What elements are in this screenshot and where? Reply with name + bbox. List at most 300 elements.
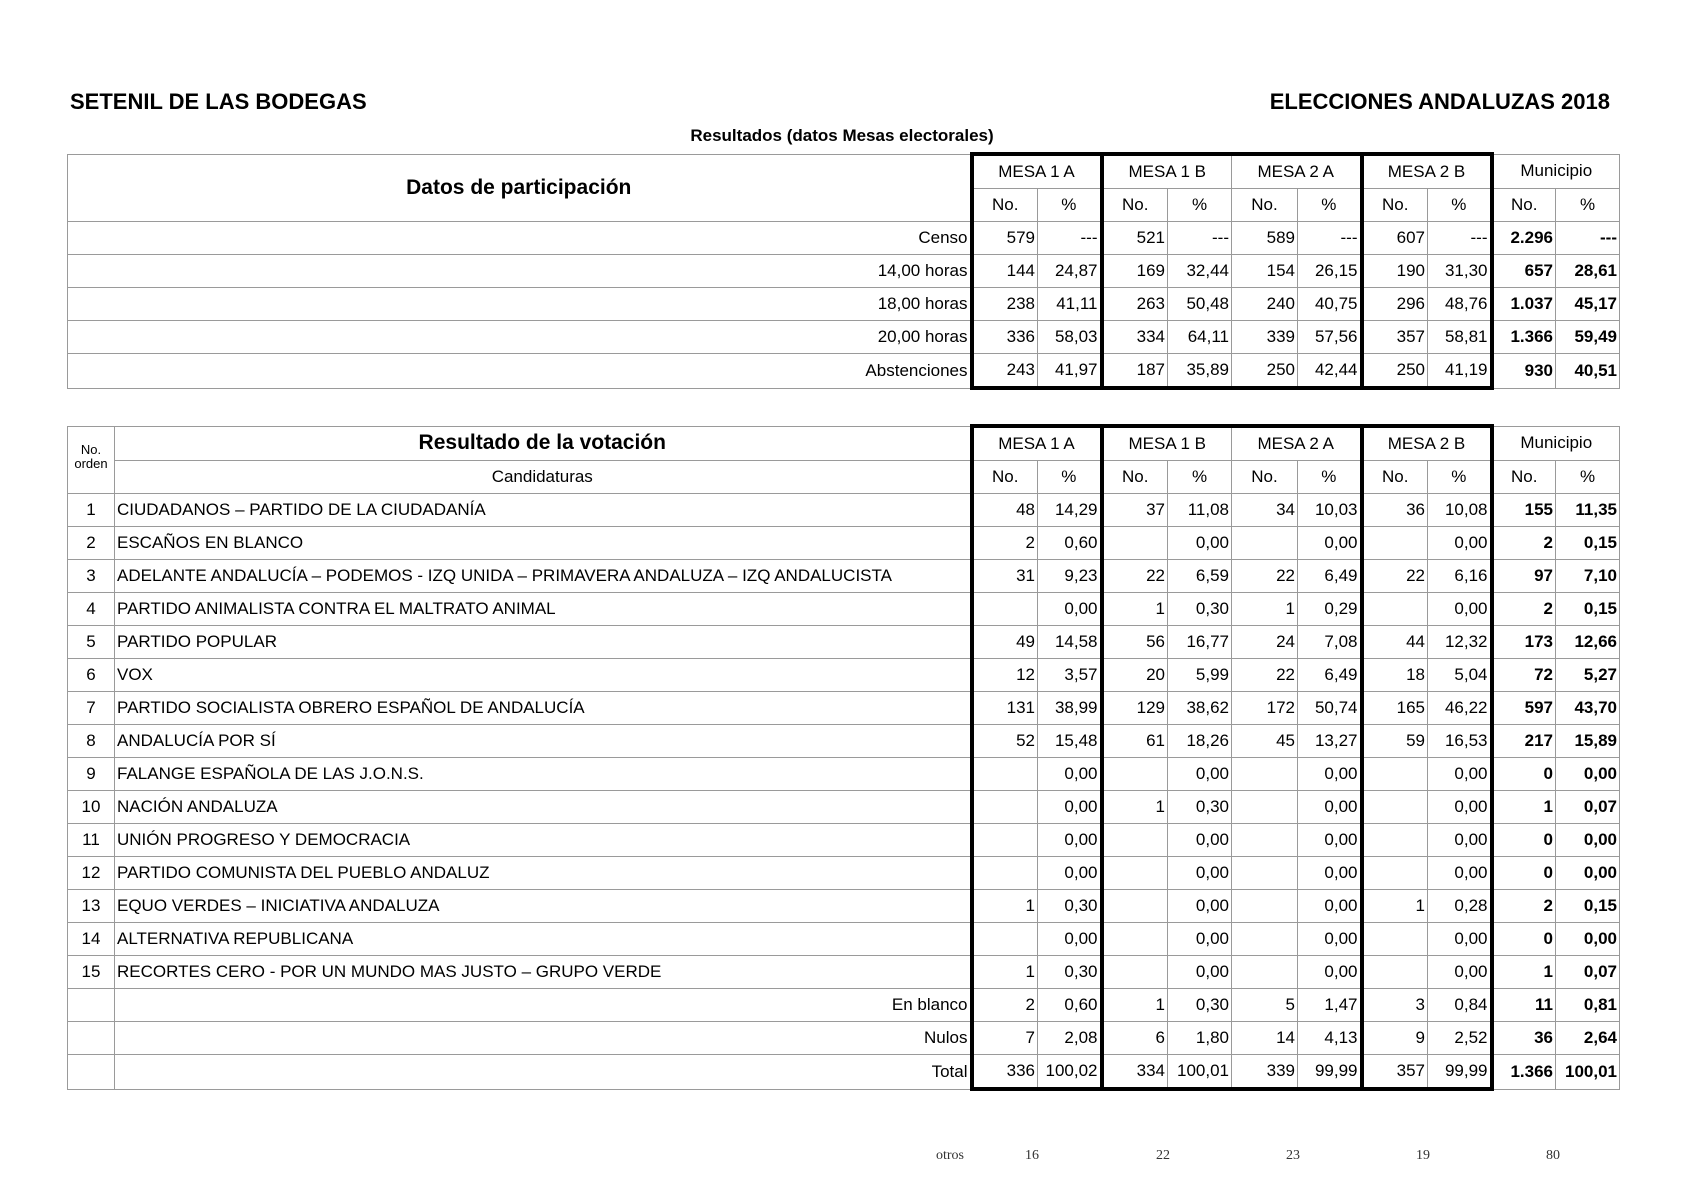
summary-value: 14	[1232, 1022, 1298, 1055]
candidate-value: 48	[972, 494, 1038, 527]
column-pct-header: %	[1038, 189, 1102, 222]
column-pct-header: %	[1556, 461, 1620, 494]
summary-value: 100,01	[1556, 1055, 1620, 1090]
candidate-value: 0,00	[1038, 758, 1102, 791]
participation-value: ---	[1556, 222, 1620, 255]
candidate-value: 0,15	[1556, 890, 1620, 923]
candidate-row	[68, 626, 1620, 659]
candidate-row	[68, 593, 1620, 626]
summary-row	[68, 1055, 1620, 1090]
column-group-mesa-1-a: MESA 1 A	[972, 154, 1102, 189]
summary-value: 5	[1232, 989, 1298, 1022]
candidate-value: 59	[1362, 725, 1428, 758]
summary-value: 0,30	[1168, 989, 1232, 1022]
participation-value: 336	[972, 321, 1038, 354]
candidate-name: PARTIDO ANIMALISTA CONTRA EL MALTRATO ANIMAL	[115, 593, 972, 626]
participation-value: 31,30	[1428, 255, 1492, 288]
candidate-name: EQUO VERDES – INICIATIVA ANDALUZA	[115, 890, 972, 923]
candidate-number: 12	[68, 857, 115, 890]
candidate-number: 13	[68, 890, 115, 923]
results-header-row	[68, 426, 1620, 461]
candidate-value: 0,15	[1556, 527, 1620, 560]
candidate-value: 0,28	[1428, 890, 1492, 923]
participation-value: 657	[1492, 255, 1556, 288]
candidate-value: 5,99	[1168, 659, 1232, 692]
candidate-value	[1102, 956, 1168, 989]
candidate-name: RECORTES CERO - POR UN MUNDO MAS JUSTO – GRUPO VERDE	[115, 956, 972, 989]
candidate-value: 172	[1232, 692, 1298, 725]
candidate-value: 0,30	[1038, 956, 1102, 989]
column-no-header: No.	[1102, 461, 1168, 494]
summary-value: 336	[972, 1055, 1038, 1090]
candidate-value	[1362, 593, 1428, 626]
participation-value: 589	[1232, 222, 1298, 255]
candidate-value	[1102, 758, 1168, 791]
candidate-value: 18	[1362, 659, 1428, 692]
summary-value: 4,13	[1298, 1022, 1362, 1055]
participation-value: 154	[1232, 255, 1298, 288]
candidate-row	[68, 824, 1620, 857]
participation-value: 35,89	[1168, 354, 1232, 389]
participation-value: 24,87	[1038, 255, 1102, 288]
candidate-value: 0,00	[1556, 923, 1620, 956]
candidate-value	[1232, 758, 1298, 791]
candidate-row	[68, 692, 1620, 725]
candidate-value	[972, 593, 1038, 626]
column-no-header: No.	[1492, 461, 1556, 494]
candidate-value: 12	[972, 659, 1038, 692]
candidate-number: 6	[68, 659, 115, 692]
column-no-header: No.	[1362, 461, 1428, 494]
candidate-value: 1	[1362, 890, 1428, 923]
candidate-number: 14	[68, 923, 115, 956]
summary-label: Nulos	[115, 1022, 972, 1055]
participation-value: 579	[972, 222, 1038, 255]
participation-value: 41,97	[1038, 354, 1102, 389]
candidate-value: 0,00	[1298, 890, 1362, 923]
candidate-value: 0,00	[1298, 758, 1362, 791]
column-pct-header: %	[1428, 189, 1492, 222]
results-subtitle: Resultados (datos Mesas electorales)	[690, 126, 994, 145]
candidate-value: 10,08	[1428, 494, 1492, 527]
candidate-value: 97	[1492, 560, 1556, 593]
candidate-value: 0,30	[1168, 593, 1232, 626]
participation-value: 190	[1362, 255, 1428, 288]
participation-value: 357	[1362, 321, 1428, 354]
candidate-value	[972, 791, 1038, 824]
participation-row	[68, 288, 1620, 321]
candidate-value	[1232, 791, 1298, 824]
candidate-value: 37	[1102, 494, 1168, 527]
candidate-name: PARTIDO COMUNISTA DEL PUEBLO ANDALUZ	[115, 857, 972, 890]
candidate-value	[1102, 857, 1168, 890]
candidate-row	[68, 791, 1620, 824]
participation-value: 32,44	[1168, 255, 1232, 288]
participation-row	[68, 222, 1620, 255]
summary-value: 11	[1492, 989, 1556, 1022]
candidate-value: 0,00	[1038, 824, 1102, 857]
candidate-value: 0,30	[1168, 791, 1232, 824]
participation-title: Datos de participación	[68, 154, 972, 222]
summary-value: 2,52	[1428, 1022, 1492, 1055]
column-group-municipio: Municipio	[1492, 154, 1620, 189]
candidate-value: 0,00	[1428, 857, 1492, 890]
column-group-mesa-1-b: MESA 1 B	[1102, 154, 1232, 189]
candidate-name: UNIÓN PROGRESO Y DEMOCRACIA	[115, 824, 972, 857]
candidate-value: 15,89	[1556, 725, 1620, 758]
candidate-value: 1	[1492, 956, 1556, 989]
summary-value: 9	[1362, 1022, 1428, 1055]
results-table	[67, 424, 1620, 1091]
candidate-value: 22	[1102, 560, 1168, 593]
summary-value: 334	[1102, 1055, 1168, 1090]
candidate-value: 0,00	[1168, 758, 1232, 791]
candidate-row	[68, 725, 1620, 758]
column-no-header: No.	[972, 189, 1038, 222]
summary-value: 100,01	[1168, 1055, 1232, 1090]
candidate-value: 0,00	[1428, 956, 1492, 989]
participation-row-label: 18,00 horas	[68, 288, 972, 321]
candidate-number: 7	[68, 692, 115, 725]
no-label: No.	[80, 441, 102, 457]
participation-value: 169	[1102, 255, 1168, 288]
candidate-value	[1232, 857, 1298, 890]
summary-number	[68, 989, 115, 1022]
candidate-value: 0	[1492, 857, 1556, 890]
candidate-value: 0,15	[1556, 593, 1620, 626]
candidate-value	[1102, 890, 1168, 923]
candidate-value: 15,48	[1038, 725, 1102, 758]
candidate-value: 2	[1492, 527, 1556, 560]
column-group-mesa-1-b: MESA 1 B	[1102, 426, 1232, 461]
summary-label: En blanco	[115, 989, 972, 1022]
summary-number	[68, 1055, 115, 1090]
summary-value: 2,08	[1038, 1022, 1102, 1055]
column-no-header: No.	[1102, 189, 1168, 222]
candidate-value: 0,00	[1428, 758, 1492, 791]
column-no-header: No.	[1232, 461, 1298, 494]
candidate-value	[1362, 824, 1428, 857]
column-no-header: No.	[972, 461, 1038, 494]
participation-value: 521	[1102, 222, 1168, 255]
participation-value: 40,51	[1556, 354, 1620, 389]
column-pct-header: %	[1298, 189, 1362, 222]
participation-row-label: 20,00 horas	[68, 321, 972, 354]
candidate-value: 0,00	[1428, 527, 1492, 560]
column-no-header: No.	[1492, 189, 1556, 222]
candidate-value: 22	[1232, 560, 1298, 593]
candidate-value: 34	[1232, 494, 1298, 527]
summary-value: 0,84	[1428, 989, 1492, 1022]
candidate-row	[68, 956, 1620, 989]
candidate-value: 1	[972, 890, 1038, 923]
candidate-value	[1102, 527, 1168, 560]
candidate-name: PARTIDO POPULAR	[115, 626, 972, 659]
candidate-value: 22	[1362, 560, 1428, 593]
summary-row	[68, 1022, 1620, 1055]
summary-value: 0,81	[1556, 989, 1620, 1022]
participation-row-label: Abstenciones	[68, 354, 972, 389]
summary-value: 99,99	[1428, 1055, 1492, 1090]
candidate-value	[972, 824, 1038, 857]
candidate-value: 12,32	[1428, 626, 1492, 659]
candidate-value: 45	[1232, 725, 1298, 758]
candidate-value: 0,00	[1298, 956, 1362, 989]
candidate-value	[1232, 890, 1298, 923]
candidate-value: 2	[972, 527, 1038, 560]
election-title: ELECCIONES ANDALUZAS 2018	[1269, 89, 1610, 114]
participation-value: 41,19	[1428, 354, 1492, 389]
candidate-value: 14,58	[1038, 626, 1102, 659]
candidate-value: 131	[972, 692, 1038, 725]
column-group-mesa-1-a: MESA 1 A	[972, 426, 1102, 461]
candidate-row	[68, 890, 1620, 923]
candidate-value: 6,16	[1428, 560, 1492, 593]
candidate-name: ALTERNATIVA REPUBLICANA	[115, 923, 972, 956]
candidate-value: 0,00	[1298, 857, 1362, 890]
participation-value: 263	[1102, 288, 1168, 321]
candidate-value: 3,57	[1038, 659, 1102, 692]
candidate-value: 13,27	[1298, 725, 1362, 758]
candidate-name: ADELANTE ANDALUCÍA – PODEMOS - IZQ UNIDA – PRIMAVERA ANDALUZA – IZQ ANDALUCISTA	[115, 560, 972, 593]
summary-value: 7	[972, 1022, 1038, 1055]
candidate-value: 0,00	[1168, 824, 1232, 857]
summary-value: 357	[1362, 1055, 1428, 1090]
candidate-value: 14,29	[1038, 494, 1102, 527]
candidate-name: CIUDADANOS – PARTIDO DE LA CIUDADANÍA	[115, 494, 972, 527]
summary-value: 36	[1492, 1022, 1556, 1055]
candidate-value: 173	[1492, 626, 1556, 659]
participation-value: 45,17	[1556, 288, 1620, 321]
participation-table	[67, 152, 1620, 390]
candidate-value: 10,03	[1298, 494, 1362, 527]
candidate-value: 0,00	[1168, 527, 1232, 560]
summary-value: 99,99	[1298, 1055, 1362, 1090]
candidate-number: 9	[68, 758, 115, 791]
otros-label: otros	[936, 1148, 964, 1163]
candidate-value	[1362, 791, 1428, 824]
candidate-value: 16,53	[1428, 725, 1492, 758]
participation-value: 26,15	[1298, 255, 1362, 288]
summary-value: 2,64	[1556, 1022, 1620, 1055]
candidate-value: 1	[1102, 791, 1168, 824]
summary-value: 0,60	[1038, 989, 1102, 1022]
candidate-value: 31	[972, 560, 1038, 593]
candidate-value: 46,22	[1428, 692, 1492, 725]
candidate-value: 217	[1492, 725, 1556, 758]
candidate-value: 38,62	[1168, 692, 1232, 725]
candidate-value: 9,23	[1038, 560, 1102, 593]
column-group-mesa-2-a: MESA 2 A	[1232, 426, 1362, 461]
candidate-value: 0,00	[1428, 923, 1492, 956]
candidate-value: 0	[1492, 923, 1556, 956]
column-pct-header: %	[1428, 461, 1492, 494]
candidate-value: 61	[1102, 725, 1168, 758]
column-group-mesa-2-b: MESA 2 B	[1362, 426, 1492, 461]
summary-row	[68, 989, 1620, 1022]
candidate-name: VOX	[115, 659, 972, 692]
participation-value: 1.037	[1492, 288, 1556, 321]
candidate-value: 38,99	[1038, 692, 1102, 725]
participation-value: ---	[1428, 222, 1492, 255]
candidate-value: 24	[1232, 626, 1298, 659]
otros-value: 23	[1286, 1148, 1300, 1163]
candidate-value: 2	[1492, 890, 1556, 923]
candidate-value	[1232, 824, 1298, 857]
candidate-name: NACIÓN ANDALUZA	[115, 791, 972, 824]
results-subheader-row	[68, 461, 1620, 494]
participation-row	[68, 255, 1620, 288]
candidate-value: 0,60	[1038, 527, 1102, 560]
otros-value: 19	[1416, 1148, 1430, 1163]
candidate-value: 0,00	[1168, 857, 1232, 890]
participation-value: 930	[1492, 354, 1556, 389]
candidate-name: ESCAÑOS EN BLANCO	[115, 527, 972, 560]
candidate-value: 155	[1492, 494, 1556, 527]
candidate-value: 7,10	[1556, 560, 1620, 593]
candidate-number: 8	[68, 725, 115, 758]
candidate-value	[1362, 758, 1428, 791]
participation-value: 40,75	[1298, 288, 1362, 321]
candidate-value: 1	[1232, 593, 1298, 626]
results-title: Resultado de la votación	[115, 426, 972, 461]
otros-value: 80	[1546, 1148, 1560, 1163]
column-no-header: No.	[1362, 189, 1428, 222]
candidate-value	[1362, 857, 1428, 890]
otros-value: 16	[1025, 1148, 1039, 1163]
candidate-value: 12,66	[1556, 626, 1620, 659]
candidate-value: 0,00	[1556, 857, 1620, 890]
candidate-value: 0,07	[1556, 956, 1620, 989]
candidate-value	[1102, 923, 1168, 956]
participation-value: 58,03	[1038, 321, 1102, 354]
column-pct-header: %	[1168, 461, 1232, 494]
candidate-value: 1	[972, 956, 1038, 989]
municipality-title: SETENIL DE LAS BODEGAS	[70, 89, 367, 114]
candidate-value: 0,00	[1038, 593, 1102, 626]
participation-value: 250	[1232, 354, 1298, 389]
candidate-value: 0,00	[1298, 527, 1362, 560]
candidate-value: 165	[1362, 692, 1428, 725]
candidate-value	[972, 923, 1038, 956]
candidate-value: 36	[1362, 494, 1428, 527]
column-group-mesa-2-a: MESA 2 A	[1232, 154, 1362, 189]
participation-value: 59,49	[1556, 321, 1620, 354]
candidate-value: 50,74	[1298, 692, 1362, 725]
column-pct-header: %	[1038, 461, 1102, 494]
participation-row-label: 14,00 horas	[68, 255, 972, 288]
candidate-row	[68, 923, 1620, 956]
candidate-value: 0,00	[1428, 593, 1492, 626]
candidate-number: 5	[68, 626, 115, 659]
candidate-value: 20	[1102, 659, 1168, 692]
candidate-value	[1232, 527, 1298, 560]
candidate-value	[1362, 527, 1428, 560]
candidate-number: 10	[68, 791, 115, 824]
candidaturas-header: Candidaturas	[115, 461, 972, 494]
candidate-value: 52	[972, 725, 1038, 758]
candidate-number: 1	[68, 494, 115, 527]
candidate-value: 16,77	[1168, 626, 1232, 659]
candidate-row	[68, 659, 1620, 692]
candidate-value: 0,00	[1038, 923, 1102, 956]
candidate-value: 7,08	[1298, 626, 1362, 659]
participation-value: 2.296	[1492, 222, 1556, 255]
candidate-number: 3	[68, 560, 115, 593]
candidate-value	[972, 758, 1038, 791]
candidate-value	[1362, 923, 1428, 956]
candidate-row	[68, 758, 1620, 791]
column-pct-header: %	[1168, 189, 1232, 222]
candidate-number: 15	[68, 956, 115, 989]
candidate-value: 44	[1362, 626, 1428, 659]
candidate-value	[1362, 956, 1428, 989]
participation-value: 28,61	[1556, 255, 1620, 288]
candidate-number: 4	[68, 593, 115, 626]
candidate-value: 0,07	[1556, 791, 1620, 824]
candidate-value: 6,59	[1168, 560, 1232, 593]
candidate-name: ANDALUCÍA POR SÍ	[115, 725, 972, 758]
column-group-municipio: Municipio	[1492, 426, 1620, 461]
column-group-mesa-2-b: MESA 2 B	[1362, 154, 1492, 189]
summary-value: 2	[972, 989, 1038, 1022]
candidate-value: 5,04	[1428, 659, 1492, 692]
participation-value: 339	[1232, 321, 1298, 354]
participation-value: 607	[1362, 222, 1428, 255]
candidate-value: 72	[1492, 659, 1556, 692]
participation-value: 243	[972, 354, 1038, 389]
candidate-value: 0	[1492, 824, 1556, 857]
candidate-value: 0,00	[1168, 923, 1232, 956]
summary-value: 3	[1362, 989, 1428, 1022]
otros-value: 22	[1156, 1148, 1170, 1163]
candidate-value: 6,49	[1298, 560, 1362, 593]
candidate-value: 129	[1102, 692, 1168, 725]
summary-value: 1,80	[1168, 1022, 1232, 1055]
summary-label: Total	[115, 1055, 972, 1090]
participation-value: 64,11	[1168, 321, 1232, 354]
participation-row-label: Censo	[68, 222, 972, 255]
orden-label: orden	[74, 455, 108, 471]
candidate-row	[68, 494, 1620, 527]
candidate-value: 43,70	[1556, 692, 1620, 725]
summary-value: 6	[1102, 1022, 1168, 1055]
summary-value: 1.366	[1492, 1055, 1556, 1090]
participation-value: ---	[1038, 222, 1102, 255]
participation-value: 144	[972, 255, 1038, 288]
candidate-value: 1	[1492, 791, 1556, 824]
participation-value: 1.366	[1492, 321, 1556, 354]
candidate-value: 597	[1492, 692, 1556, 725]
candidate-value: 0	[1492, 758, 1556, 791]
summary-value: 100,02	[1038, 1055, 1102, 1090]
candidate-value: 5,27	[1556, 659, 1620, 692]
candidate-value: 0,00	[1428, 791, 1492, 824]
participation-row	[68, 321, 1620, 354]
candidate-value: 0,00	[1168, 890, 1232, 923]
candidate-name: FALANGE ESPAÑOLA DE LAS J.O.N.S.	[115, 758, 972, 791]
participation-value: 50,48	[1168, 288, 1232, 321]
candidate-value: 49	[972, 626, 1038, 659]
participation-value: 41,11	[1038, 288, 1102, 321]
candidate-value: 0,00	[1556, 824, 1620, 857]
participation-value: 48,76	[1428, 288, 1492, 321]
participation-row	[68, 354, 1620, 389]
candidate-value: 0,00	[1168, 956, 1232, 989]
candidate-value: 18,26	[1168, 725, 1232, 758]
summary-number	[68, 1022, 115, 1055]
candidate-value: 0,00	[1428, 824, 1492, 857]
